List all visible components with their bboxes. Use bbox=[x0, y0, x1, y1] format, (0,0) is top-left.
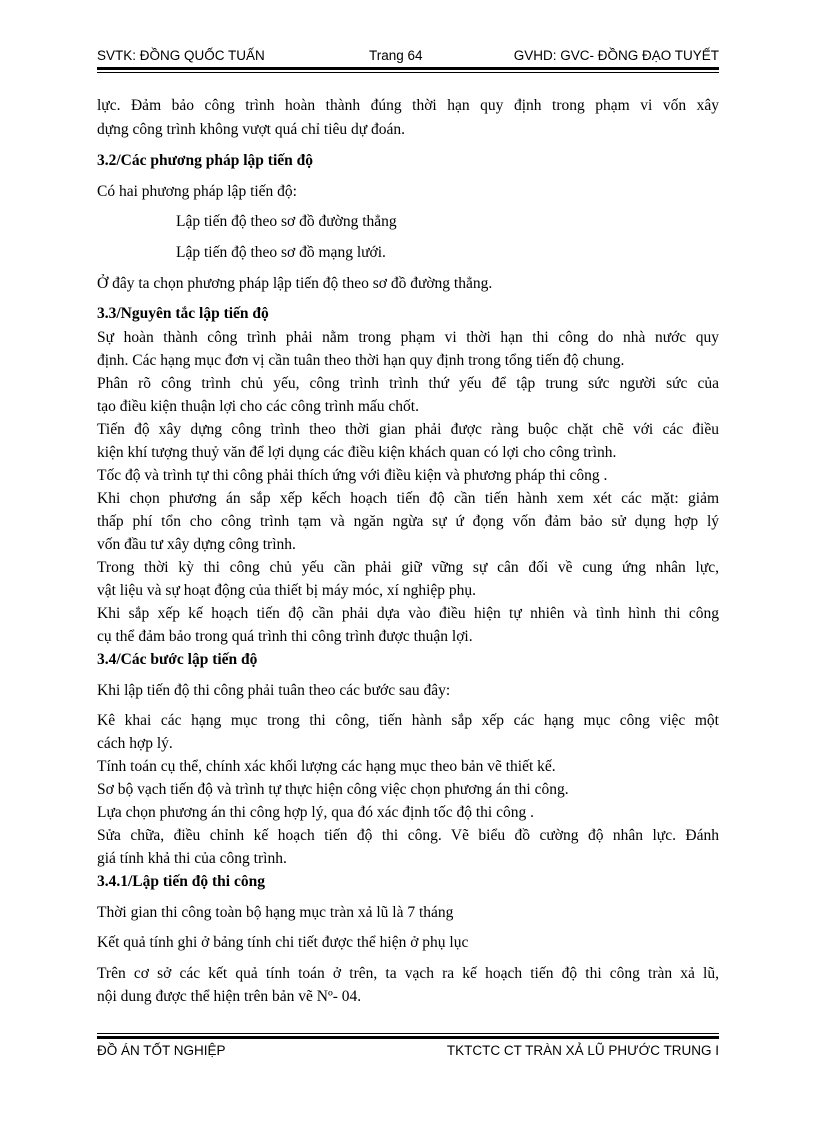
section-heading-3-2: 3.2/Các phương pháp lập tiến độ bbox=[97, 152, 314, 169]
body-line: Khi sắp xếp kế hoạch tiến độ cần phải dựa vào điều hiện tự nhiên và tình hình thi công bbox=[97, 605, 719, 622]
header-rule-thin bbox=[97, 72, 719, 73]
body-line: nội dung được thể hiện trên bản vẽ Nº- 04. bbox=[97, 988, 362, 1005]
list-item: Lập tiến độ theo sơ đồ mạng lưới. bbox=[176, 244, 386, 261]
footer-rule-thick bbox=[97, 1036, 719, 1039]
body-line: lực. Đảm bảo công trình hoàn thành đúng thời hạn quy định trong phạm vi vốn xây bbox=[97, 97, 719, 114]
body-line: Khi lập tiến độ thi công phải tuân theo các bước sau đây: bbox=[97, 682, 451, 699]
page-header bbox=[97, 48, 719, 66]
header-rule-thick bbox=[97, 67, 719, 70]
body-line: giá tính khả thi của công trình. bbox=[97, 850, 287, 867]
body-line: Khi chọn phương án sắp xếp kếch hoạch tiến độ cần tiến hành xem xét các mặt: giảm bbox=[97, 490, 719, 507]
header-advisor: GVHD: GVC- ĐỒNG ĐẠO TUYẾT bbox=[513, 48, 719, 63]
body-line: Sự hoàn thành công trình phải nằm trong phạm vi thời hạn thi công do nhà nước quy bbox=[97, 329, 719, 346]
header-page-number: Trang 64 bbox=[369, 48, 423, 63]
body-line: vốn đầu tư xây dựng công trình. bbox=[97, 536, 296, 553]
list-item: Lập tiến độ theo sơ đồ đường thẳng bbox=[176, 213, 397, 230]
body-line: kiện khí tượng thuỷ văn để lợi dụng các điều kiện khách quan có lợi cho công trình. bbox=[97, 444, 617, 461]
body-line: Trong thời kỳ thi công chủ yếu cần phải giữ vững sự cân đối về cung ứng nhân lực, bbox=[97, 559, 719, 576]
footer-right: TKTCTC CT TRÀN XẢ LŨ PHƯỚC TRUNG I bbox=[446, 1043, 719, 1058]
body-line: Tiến độ xây dựng công trình theo thời gian phải được ràng buộc chặt chẽ với các điều bbox=[97, 421, 719, 438]
header-student: SVTK: ĐỒNG QUỐC TUẤN bbox=[97, 48, 265, 63]
body-line: Có hai phương pháp lập tiến độ: bbox=[97, 183, 297, 200]
body-line: Kê khai các hạng mục trong thi công, tiến hành sắp xếp các hạng mục công việc một bbox=[97, 712, 719, 729]
body-line: cách hợp lý. bbox=[97, 735, 173, 752]
body-line: định. Các hạng mục đơn vị cần tuân theo thời hạn quy định trong tổng tiến độ chung. bbox=[97, 352, 625, 369]
body-line: dựng công trình không vượt quá chỉ tiêu dự đoán. bbox=[97, 121, 406, 138]
section-heading-3-3: 3.3/Nguyên tắc lập tiến độ bbox=[97, 305, 269, 322]
section-heading-3-4: 3.4/Các bước lập tiến độ bbox=[97, 651, 258, 668]
body-line: Lựa chọn phương án thi công hợp lý, qua đó xác định tốc độ thi công . bbox=[97, 804, 534, 821]
body-line: Phân rõ công trình chủ yếu, công trình trình thứ yếu để tập trung sức người sức của bbox=[97, 375, 719, 392]
body-line: Sửa chữa, điều chỉnh kế hoạch tiến độ thi công. Vẽ biểu đồ cường độ nhân lực. Đánh bbox=[97, 827, 719, 844]
section-heading-3-4-1: 3.4.1/Lập tiến độ thi công bbox=[97, 873, 265, 890]
body-line: Trên cơ sở các kết quả tính toán ở trên, ta vạch ra kế hoạch tiến độ thi công tràn xả lũ, bbox=[97, 965, 719, 982]
body-line: tạo điều kiện thuận lợi cho các công trình mấu chốt. bbox=[97, 398, 419, 415]
body-line: cụ thể đảm bảo trong quá trình thi công trình được thuận lợi. bbox=[97, 628, 473, 645]
body-line: thấp phí tổn cho công trình tạm và ngăn ngừa sự ứ đọng vốn đảm bảo sử dụng hợp lý bbox=[97, 513, 719, 530]
body-line: Thời gian thi công toàn bộ hạng mục tràn xả lũ là 7 tháng bbox=[97, 904, 454, 921]
body-line: Ở đây ta chọn phương pháp lập tiến độ theo sơ đồ đường thẳng. bbox=[97, 275, 493, 292]
body-line: Tốc độ và trình tự thi công phải thích ứng với điều kiện và phương pháp thi công . bbox=[97, 467, 608, 484]
page-footer bbox=[97, 1043, 719, 1061]
body-line: Kết quả tính ghi ở bảng tính chi tiết được thể hiện ở phụ lục bbox=[97, 934, 469, 951]
body-line: vật liệu và sự hoạt động của thiết bị máy móc, xí nghiệp phụ. bbox=[97, 582, 477, 599]
body-line: Sơ bộ vạch tiến độ và trình tự thực hiện công việc chọn phương án thi công. bbox=[97, 781, 569, 798]
body-line: Tính toán cụ thể, chính xác khối lượng các hạng mục theo bản vẽ thiết kế. bbox=[97, 758, 556, 775]
footer-rule-thin bbox=[97, 1033, 719, 1034]
footer-left: ĐỒ ÁN TỐT NGHIỆP bbox=[97, 1043, 226, 1058]
